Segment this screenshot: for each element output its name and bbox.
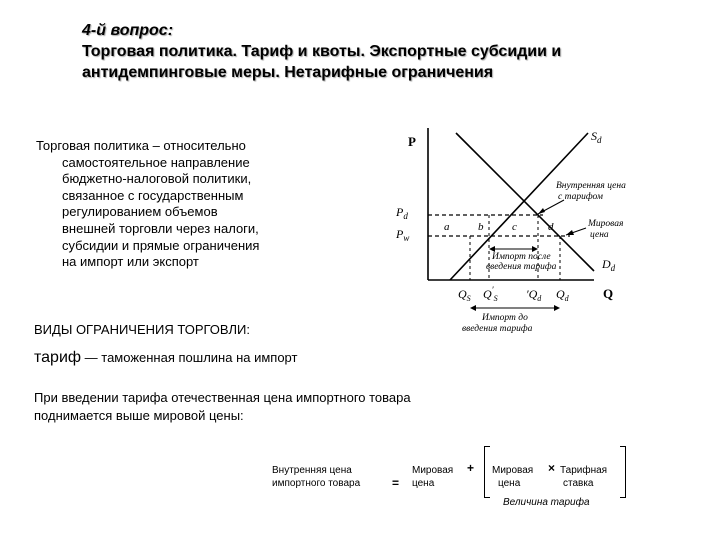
world-price-label: $P_w$: [396, 227, 410, 243]
import-before-arrowhead-right: [554, 305, 560, 311]
intro-line-2: поднимается выше мировой цены:: [34, 408, 244, 423]
definition-line: самостоятельное направление: [62, 154, 250, 170]
definition-line: связанное с государственным: [62, 187, 244, 203]
intro-line-1: При введении тарифа отечественная цена импортного товара: [34, 390, 411, 405]
demand-curve: [456, 133, 594, 271]
supply-label: $S_d$: [591, 129, 602, 145]
title-line-2: антидемпинговые меры. Нетарифные ограничения: [82, 64, 494, 81]
import-after-label: Импорт после введения тарифа: [486, 252, 557, 272]
tariff-term: тариф: [34, 349, 82, 366]
world-price-term: Мировая цена: [412, 465, 454, 489]
x-axis-label: Q: [603, 286, 614, 301]
definition-line: бюджетно-налоговой политики,: [62, 171, 252, 187]
qs-prime-label: $Q'_S$: [483, 285, 498, 303]
qs-label: $Q_S$: [458, 287, 471, 303]
internal-price-annotation: Внутренняя цена с тарифом: [556, 181, 626, 202]
import-before-arrowhead-left: [470, 305, 476, 311]
tariff-meaning: — таможенная пошлина на импорт: [81, 350, 298, 365]
demand-label: $D_d$: [602, 257, 616, 273]
y-axis-label: P: [408, 134, 416, 149]
definition-line: Торговая политика – относительно: [36, 138, 246, 153]
world-price-multiplier: Мировая цена: [492, 465, 534, 489]
tariff-size-label: Величина тарифа: [503, 497, 590, 508]
slide-title: [82, 20, 702, 83]
tariff-diagram: [388, 118, 650, 346]
tariff-definition: [34, 349, 297, 367]
world-price-annotation: Мировая цена: [588, 219, 624, 240]
equals-sign: =: [392, 476, 400, 490]
definition-line: внешней торговли через налоги,: [62, 220, 259, 236]
area-label-a: a: [444, 221, 450, 233]
area-label-b: b: [478, 221, 484, 233]
tariff-price-label: $P_d$: [396, 205, 408, 221]
internal-price-term: Внутренняя цена импортного товара: [272, 465, 361, 489]
import-before-label: Импорт до введения тарифа: [462, 313, 533, 334]
question-number: 4-й вопрос:: [82, 22, 174, 39]
definition-line: субсидии и прямые ограничения: [62, 237, 260, 253]
trade-restrictions-heading: ВИДЫ ОГРАНИЧЕНИЯ ТОРГОВЛИ:: [34, 322, 250, 337]
times-sign: ×: [548, 461, 556, 475]
tariff-rate-term: Тарифная ставка: [560, 465, 608, 489]
definition-line: регулированием объемов: [62, 204, 218, 220]
title-line-1: Торговая политика. Тариф и квоты. Экспортные субсидии и: [82, 43, 562, 60]
world-price-arrowhead: [566, 230, 574, 235]
qd-label: $Q_d$: [556, 287, 569, 303]
area-label-c: c: [512, 221, 517, 233]
left-bracket: [484, 446, 490, 498]
tariff-effect-text: [34, 389, 594, 425]
area-label-d: d: [548, 221, 554, 233]
trade-policy-definition: [36, 138, 336, 271]
right-bracket: [620, 446, 626, 498]
qd-prime-label: $'Q_d$: [526, 287, 542, 303]
definition-line: на импорт или экспорт: [62, 254, 199, 270]
internal-price-arrowhead: [538, 208, 545, 214]
plus-sign: +: [467, 461, 475, 475]
